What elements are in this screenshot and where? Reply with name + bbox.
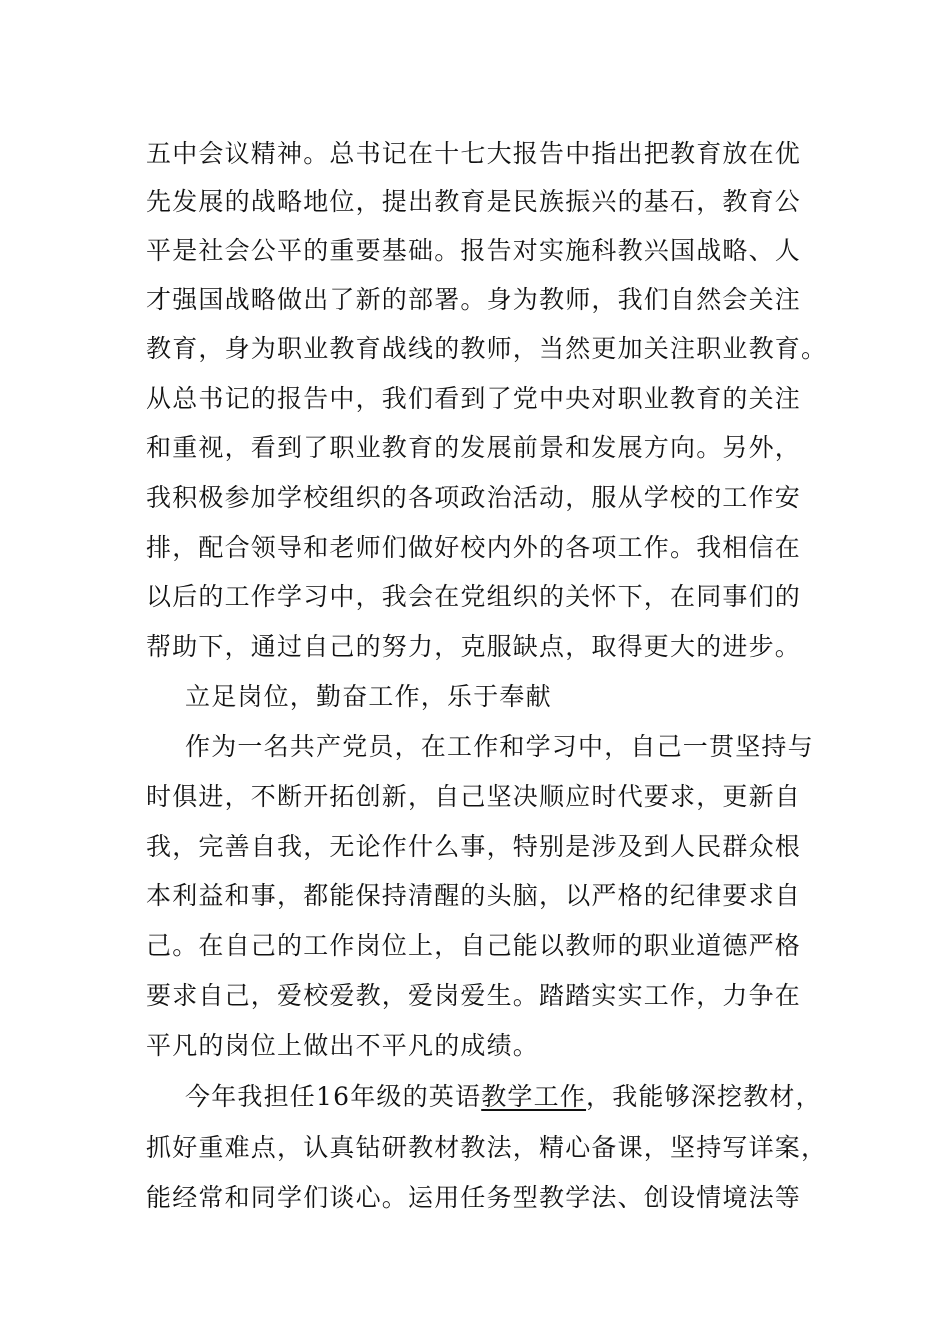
text-line: 平凡的岗位上做出不平凡的成绩。 [146, 1031, 540, 1060]
text-line: 帮助下，通过自己的努力，克服缺点，取得更大的进步。 [146, 632, 802, 661]
text-line: 教育，身为职业教育战线的教师，当然更加关注职业教育。 [146, 334, 828, 363]
text-line: 作为一名共产党员，在工作和学习中，自己一贯坚持与 [185, 732, 814, 761]
text-line: 己。在自己的工作岗位上，自己能以教师的职业道德严格 [146, 931, 802, 960]
text-line: 本利益和事，都能保持清醒的头脑，以严格的纪律要求自 [146, 881, 802, 910]
text-line: 我积极参加学校组织的各项政治活动，服从学校的工作安 [146, 483, 802, 512]
text-line: 和重视，看到了职业教育的发展前景和发展方向。另外， [146, 433, 802, 462]
text-line: 才强国战略做出了新的部署。身为教师，我们自然会关注 [146, 285, 802, 314]
text-span: ，我能够深挖教材， [586, 1082, 822, 1111]
text-line: 以后的工作学习中，我会在党组织的关怀下，在同事们的 [146, 582, 802, 611]
text-line: 抓好重难点，认真钻研教材教法，精心备课，坚持写详案， [146, 1133, 828, 1162]
teaching-work-link[interactable]: 教学工作 [481, 1082, 587, 1111]
text-span: 今年我担任16年级的英语 [185, 1082, 482, 1111]
text-line: 时俱进，不断开拓创新，自己坚决顺应时代要求，更新自 [146, 782, 802, 811]
text-line: 我，完善自我，无论作什么事，特别是涉及到人民群众根 [146, 832, 802, 861]
text-line [185, 1082, 822, 1112]
text-line: 排，配合领导和老师们做好校内外的各项工作。我相信在 [146, 533, 802, 562]
text-line: 要求自己，爱校爱教，爱岗爱生。踏踏实实工作，力争在 [146, 981, 802, 1010]
text-line: 能经常和同学们谈心。运用任务型教学法、创设情境法等 [146, 1183, 802, 1212]
text-line: 平是社会公平的重要基础。报告对实施科教兴国战略、人 [146, 236, 802, 265]
text-line: 先发展的战略地位，提出教育是民族振兴的基石，教育公 [146, 187, 802, 216]
text-line: 从总书记的报告中，我们看到了党中央对职业教育的关注 [146, 384, 802, 413]
section-heading: 立足岗位，勤奋工作，乐于奉献 [185, 682, 552, 711]
text-line: 五中会议精神。总书记在十七大报告中指出把教育放在优 [146, 139, 802, 168]
